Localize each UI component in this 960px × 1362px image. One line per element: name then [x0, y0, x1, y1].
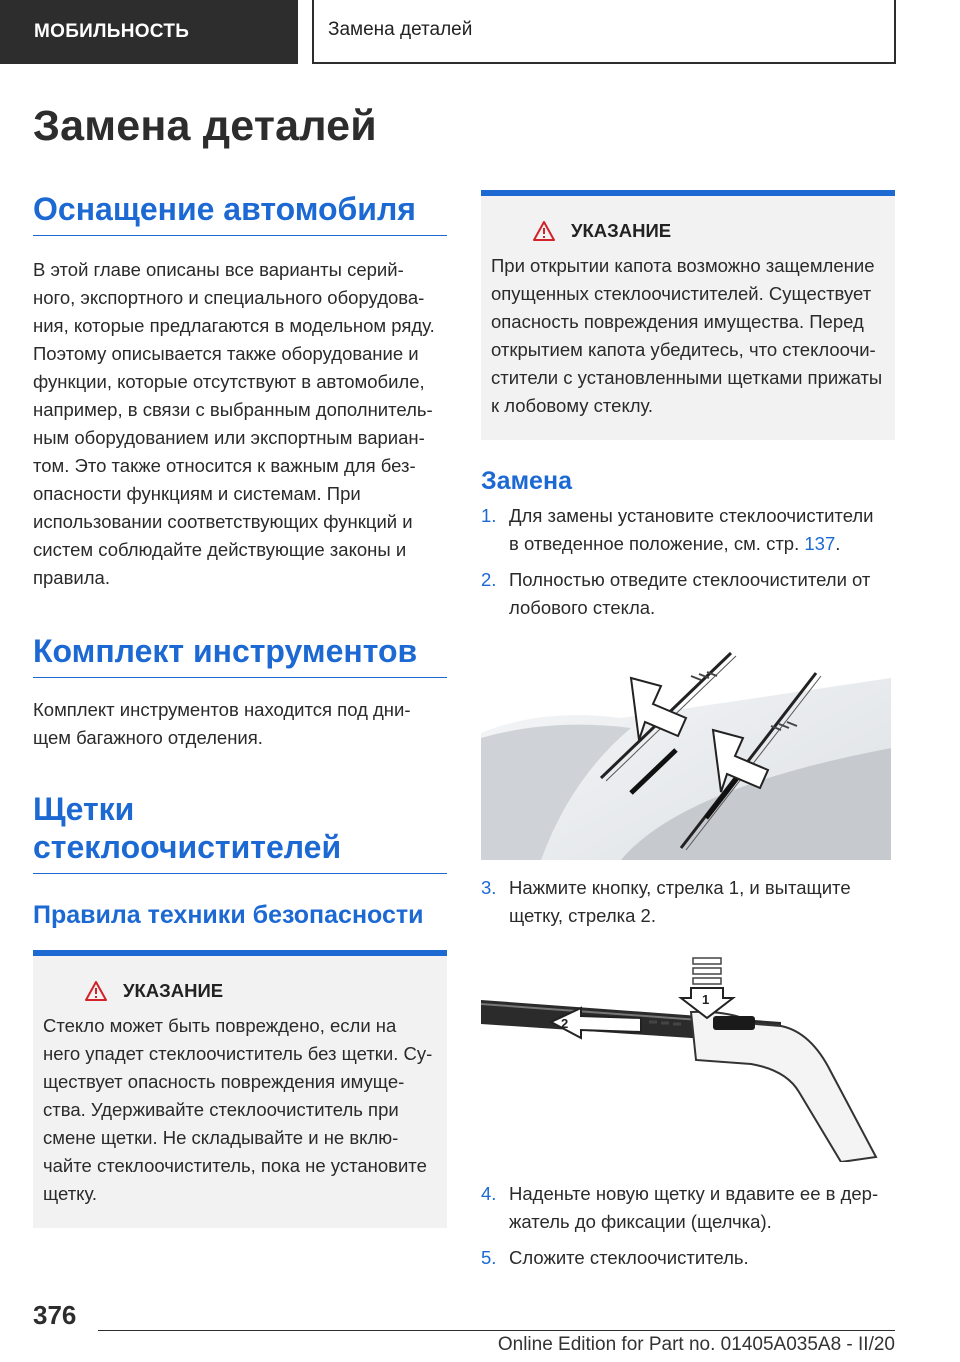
arrow-label-2: 2 — [561, 1016, 569, 1031]
text-line: смене щетки. Не складывайте и не вклю- — [43, 1127, 399, 1148]
text-line: Комплект инструментов находится под дни- — [33, 699, 411, 720]
text-line: ства. Удерживайте стеклоочиститель при — [43, 1099, 399, 1120]
page-title: Замена деталей — [33, 102, 377, 150]
arrow-label-1: 1 — [702, 992, 710, 1007]
text-span: . — [835, 533, 841, 554]
windshield-illustration — [481, 638, 891, 860]
note-text — [491, 252, 885, 420]
text-line: Наденьте новую щетку и вдавите ее в дер- — [509, 1183, 879, 1204]
text-line: систем соблюдайте действующие законы и — [33, 539, 407, 560]
text-line: В этой главе описаны все варианты серий- — [33, 259, 404, 280]
subheading-safety: Правила техники безопасности — [33, 901, 424, 929]
text-line: открытием капота убедитесь, что стеклоочи- — [491, 339, 876, 360]
heading-replace: Замена — [481, 467, 572, 495]
text-line: опасность повреждения имущества. Перед — [491, 311, 864, 332]
right-column — [481, 190, 895, 1272]
text-line: использовании соответствующих функций и — [33, 511, 413, 532]
text-line: ного, экспортного и специального оборудова- — [33, 287, 425, 308]
section-tab: МОБИЛЬНОСТЬ — [0, 0, 298, 64]
text-line: стители с установленными щетками прижаты — [491, 367, 883, 388]
heading-wipers: Щетки стеклоочистителей — [33, 790, 447, 874]
text-line: Нажмите кнопку, стрелка 1, и вытащите — [509, 877, 851, 898]
text-line: функции, которые отсутствуют в автомобиле, — [33, 371, 425, 392]
text-line: щем багажного отделения. — [33, 727, 263, 748]
text-line: ния, которые предлагаются в модельном ряду. — [33, 315, 435, 336]
text-line: него упадет стеклоочиститель без щетки. Су- — [43, 1043, 433, 1064]
text-line: Поэтому описывается также оборудование и — [33, 343, 419, 364]
step-number: 4. — [481, 1183, 497, 1204]
text-line: том. Это также относится к важным для без- — [33, 455, 416, 476]
step-item — [481, 1180, 895, 1236]
figure-windshield-wipers — [481, 638, 891, 860]
step-number: 3. — [481, 877, 497, 898]
text-line: Сложите стеклоочиститель. — [509, 1247, 749, 1268]
step-item — [481, 874, 895, 930]
text-line: чайте стеклоочиститель, пока не установите — [43, 1155, 427, 1176]
step-number: 5. — [481, 1247, 497, 1268]
heading-equipment: Оснащение автомобиля — [33, 190, 447, 236]
text-line: Стекло может быть повреждено, если на — [43, 1015, 397, 1036]
note-header — [491, 218, 885, 244]
text-line — [509, 530, 895, 558]
text-span: в отведенное положение, см. стр. — [509, 533, 805, 554]
caution-note — [33, 950, 447, 1228]
text-line: к лобовому стеклу. — [491, 395, 654, 416]
text-line: При открытии капота возможно защемление — [491, 255, 875, 276]
text-line: щетку, стрелка 2. — [509, 905, 656, 926]
text-line: опасности функциям и системам. При — [33, 483, 361, 504]
toolkit-text — [33, 696, 447, 752]
equipment-text — [33, 256, 447, 592]
step-number: 1. — [481, 505, 497, 526]
text-line: ществует опасность повреждения имуще- — [43, 1071, 405, 1092]
text-line: Для замены установите стеклоочистители — [509, 505, 874, 526]
note-title: УКАЗАНИЕ — [571, 220, 672, 241]
step-item — [481, 566, 895, 622]
step-item — [481, 502, 895, 558]
step-number: 2. — [481, 569, 497, 590]
chapter-title-box: Замена деталей — [312, 0, 896, 64]
text-line: например, в связи с выбранным дополнитель- — [33, 399, 433, 420]
text-line: жатель до фиксации (щелчка). — [509, 1211, 772, 1232]
text-line: щетку. — [43, 1183, 98, 1204]
note-text — [43, 1012, 437, 1208]
text-line: опущенных стеклоочистителей. Существует — [491, 283, 872, 304]
text-line: Полностью отведите стеклоочистители от — [509, 569, 871, 590]
figure-wiper-release — [481, 952, 891, 1162]
footer-divider — [98, 1330, 895, 1331]
note-header — [43, 978, 437, 1004]
step-item — [481, 1244, 895, 1272]
page-number: 376 — [33, 1300, 77, 1330]
note-title: УКАЗАНИЕ — [123, 980, 224, 1001]
heading-toolkit: Комплект инструментов — [33, 632, 447, 678]
text-line: лобового стекла. — [509, 597, 656, 618]
caution-note-hood — [481, 190, 895, 440]
warning-triangle-icon — [85, 981, 107, 1001]
edition-info: Online Edition for Part no. 01405A035A8 - II/20 — [497, 1334, 895, 1355]
warning-triangle-icon — [533, 221, 555, 241]
text-line: правила. — [33, 567, 110, 588]
wiper-release-illustration — [481, 952, 891, 1162]
page-link[interactable]: 137 — [804, 533, 836, 554]
text-line: ным оборудованием или экспортным вариан- — [33, 427, 425, 448]
left-column — [33, 190, 447, 1228]
